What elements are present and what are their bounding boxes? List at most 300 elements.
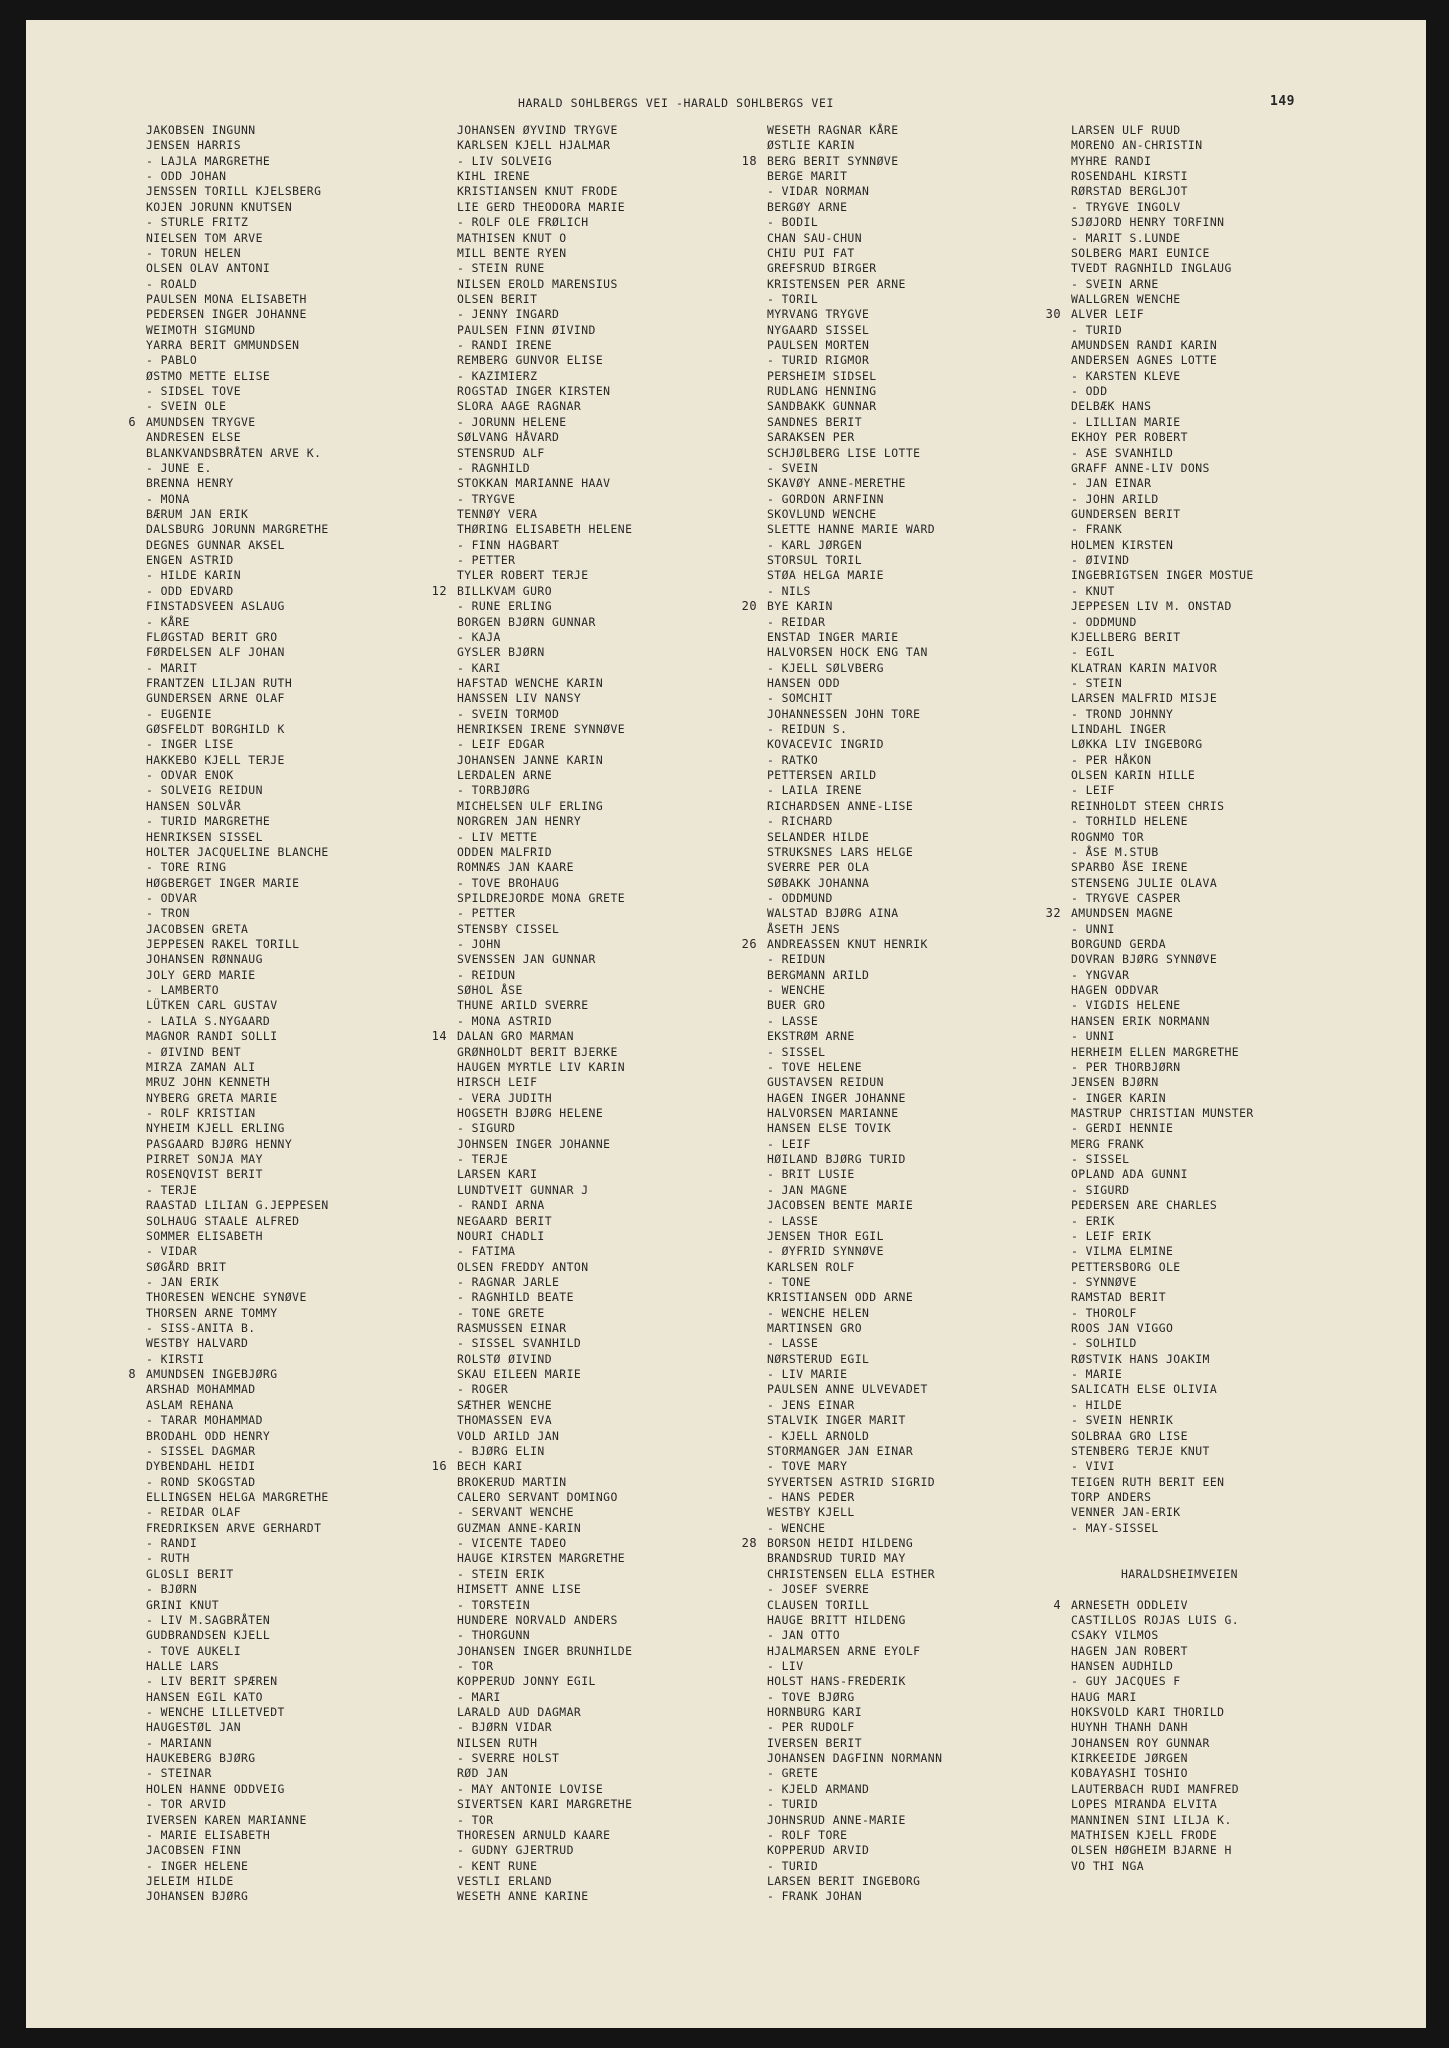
resident-entry [767, 845, 942, 860]
resident-entry [1071, 1014, 1254, 1029]
resident-name: - LIV METTE [457, 829, 538, 844]
resident-entry [146, 1874, 329, 1889]
resident-entry [457, 522, 632, 537]
resident-name: STENBERG TERJE KNUT [1071, 1443, 1210, 1458]
resident-name: HANSSEN LIV NANSY [457, 691, 582, 706]
resident-name: - TRYGVE [457, 491, 516, 506]
resident-name: VOLD ARILD JAN [457, 1428, 560, 1443]
resident-entry [146, 1567, 329, 1582]
resident-name: - SIGURD [457, 1121, 516, 1136]
household-member [457, 1290, 632, 1305]
resident-name: EKHOY PER ROBERT [1071, 430, 1188, 445]
resident-entry [457, 1106, 632, 1121]
household-member [146, 707, 329, 722]
resident-name: - MARIT [146, 660, 198, 675]
resident-name: - TONE GRETE [457, 1305, 545, 1320]
resident-entry [767, 1260, 942, 1275]
resident-name: JACOBSEN BENTE MARIE [767, 1198, 914, 1213]
resident-entry [767, 507, 942, 522]
resident-name: - LEIF [1071, 783, 1115, 798]
household-member [457, 906, 632, 921]
resident-name: PAULSEN FINN ØIVIND [457, 322, 596, 337]
resident-name: - SERVANT WENCHE [457, 1505, 574, 1520]
resident-name: DYBENDAHL HEIDI [146, 1459, 256, 1474]
resident-name: SARAKSEN PER [767, 430, 855, 445]
household-member [767, 461, 942, 476]
household-member [146, 1045, 329, 1060]
resident-entry [1045, 307, 1254, 322]
resident-entry [457, 998, 632, 1013]
resident-name: - KÅRE [146, 614, 190, 629]
resident-name: - YNGVAR [1071, 967, 1130, 982]
resident-name: HOLMEN KIRSTEN [1071, 537, 1174, 552]
resident-entry [146, 599, 329, 614]
resident-name: HANSEN SOLVÅR [146, 798, 242, 813]
resident-name: IVERSEN BERIT [767, 1735, 863, 1750]
resident-name: GRAFF ANNE-LIV DONS [1071, 460, 1210, 475]
resident-entry [767, 707, 942, 722]
resident-name: PETTERSEN ARILD [767, 768, 877, 783]
resident-name: - ROLF TORE [767, 1827, 848, 1842]
resident-name: - SOLVEIG REIDUN [146, 783, 263, 798]
resident-entry [146, 937, 329, 952]
household-member [146, 584, 329, 599]
resident-entry [767, 568, 942, 583]
household-member [146, 568, 329, 583]
resident-entry [146, 1137, 329, 1152]
resident-name: PEDERSEN ARE CHARLES [1071, 1198, 1218, 1213]
resident-entry [767, 922, 942, 937]
resident-name: - TERJE [146, 1182, 198, 1197]
resident-entry [457, 615, 632, 630]
resident-entry [457, 1705, 632, 1720]
resident-name: HAGEN ODDVAR [1071, 983, 1159, 998]
resident-name: - SIDSEL TOVE [146, 384, 242, 399]
resident-entry [1071, 1290, 1254, 1305]
resident-entry [767, 1874, 942, 1889]
household-member [457, 661, 632, 676]
household-member [146, 1613, 329, 1628]
resident-name: REINHOLDT STEEN CHRIS [1071, 798, 1225, 813]
resident-entry [767, 1551, 942, 1566]
resident-entry [1071, 952, 1254, 967]
household-member [1071, 1183, 1254, 1198]
resident-name: HANSEN ERIK NORMANN [1071, 1013, 1210, 1028]
household-member [457, 830, 632, 845]
resident-entry [767, 169, 942, 184]
household-member [767, 1459, 942, 1474]
resident-name: - JENNY INGARD [457, 307, 560, 322]
resident-entry [457, 1582, 632, 1597]
resident-name: CLAUSEN TORILL [767, 1597, 870, 1612]
resident-name: SANDNES BERIT [767, 414, 863, 429]
household-member [457, 876, 632, 891]
household-member [457, 492, 632, 507]
resident-entry [457, 399, 632, 414]
household-member [146, 492, 329, 507]
resident-name: IVERSEN KAREN MARIANNE [146, 1812, 307, 1827]
resident-name: ROSENQVIST BERIT [146, 1167, 263, 1182]
resident-entry [1071, 1321, 1254, 1336]
household-member [457, 1598, 632, 1613]
resident-entry [1071, 1736, 1254, 1751]
resident-name: JELEIM HILDE [146, 1873, 234, 1888]
resident-entry [1071, 1797, 1254, 1812]
resident-name: - STEIN ERIK [457, 1566, 545, 1581]
resident-entry [146, 722, 329, 737]
resident-name: BERGMANN ARILD [767, 967, 870, 982]
resident-name: - TERJE [457, 1152, 509, 1167]
resident-entry [146, 1075, 329, 1090]
resident-name: - BJØRN [146, 1582, 198, 1597]
resident-name: SANDBAKK GUNNAR [767, 399, 877, 414]
resident-name: HAGEN INGER JOHANNE [767, 1090, 906, 1105]
resident-name: HAUKEBERG BJØRG [146, 1751, 256, 1766]
resident-entry [1071, 1751, 1254, 1766]
household-member [146, 1444, 329, 1459]
household-member [1071, 369, 1254, 384]
resident-name: ROOS JAN VIGGO [1071, 1321, 1174, 1336]
resident-name: JOHANSEN BJØRG [146, 1889, 249, 1904]
resident-name: KIHL IRENE [457, 169, 531, 184]
household-member [767, 1859, 942, 1874]
resident-entry [767, 476, 942, 491]
resident-entry [767, 1598, 942, 1613]
resident-name: HENRIKSEN IRENE SYNNØVE [457, 722, 626, 737]
resident-name: THORESEN ARNULD KAARE [457, 1827, 611, 1842]
resident-name: - TOVE AUKELI [146, 1643, 242, 1658]
household-member [146, 1014, 329, 1029]
resident-name: - ÅSE M.STUB [1071, 844, 1159, 859]
resident-entry [457, 845, 632, 860]
resident-entry [146, 522, 329, 537]
resident-entry [1071, 876, 1254, 891]
household-member [767, 722, 942, 737]
resident-entry [457, 768, 632, 783]
resident-name: - BODIL [767, 215, 819, 230]
resident-name: HUNDERE NORVALD ANDERS [457, 1612, 618, 1627]
resident-entry [146, 1167, 329, 1182]
household-member [1071, 615, 1254, 630]
resident-name: NYHEIM KJELL ERLING [146, 1121, 285, 1136]
household-member [767, 1521, 942, 1536]
household-member [457, 1444, 632, 1459]
resident-entry [1071, 737, 1254, 752]
resident-name: ROLSTØ ØIVIND [457, 1351, 553, 1366]
resident-name: - UNNI [1071, 1029, 1115, 1044]
resident-name: - RUTH [146, 1551, 190, 1566]
resident-name: RAASTAD LILIAN G.JEPPESEN [146, 1198, 329, 1213]
resident-entry [767, 261, 942, 276]
resident-entry [1071, 1198, 1254, 1213]
household-member [1071, 584, 1254, 599]
household-member [457, 1152, 632, 1167]
resident-name: ROSENDAHL KIRSTI [1071, 169, 1188, 184]
resident-entry [1071, 1260, 1254, 1275]
resident-name: HØILAND BJØRG TURID [767, 1152, 906, 1167]
resident-entry [1071, 983, 1254, 998]
resident-name: LØKKA LIV INGEBORG [1071, 737, 1203, 752]
household-member [1071, 1244, 1254, 1259]
resident-entry [146, 1029, 329, 1044]
street-heading: HARALDSHEIMVEIEN [1121, 1566, 1238, 1581]
resident-name: LAUTERBACH RUDI MANFRED [1071, 1781, 1240, 1796]
resident-name: - PER HÅKON [1071, 752, 1152, 767]
resident-entry [146, 138, 329, 153]
resident-entry [457, 1260, 632, 1275]
resident-name: - ROND SKOGSTAD [146, 1474, 256, 1489]
resident-name: - VILMA ELMINE [1071, 1244, 1174, 1259]
resident-name: - HILDE KARIN [146, 568, 242, 583]
resident-name: - EGIL [1071, 645, 1115, 660]
resident-name: SKAVØY ANNE-MERETHE [767, 476, 906, 491]
resident-entry [1071, 1720, 1254, 1735]
resident-name: MAGNOR RANDI SOLLI [146, 1029, 278, 1044]
house-number: 6 [128, 414, 136, 429]
resident-entry [146, 1813, 329, 1828]
resident-entry [457, 1874, 632, 1889]
resident-name: JOLY GERD MARIE [146, 967, 256, 982]
resident-name: - TORUN HELEN [146, 245, 242, 260]
resident-entry [1071, 1628, 1254, 1643]
resident-name: - TURID RIGMOR [767, 353, 870, 368]
resident-name: NILSEN EROLD MARENSIUS [457, 276, 618, 291]
resident-name: HOKSVOLD KARI THORILD [1071, 1705, 1225, 1720]
resident-entry [146, 1521, 329, 1536]
resident-name: HOLEN HANNE ODDVEIG [146, 1781, 285, 1796]
resident-name: NYGAARD SISSEL [767, 322, 870, 337]
resident-entry [767, 1813, 942, 1828]
resident-name: THOMASSEN EVA [457, 1413, 553, 1428]
household-member [146, 1275, 329, 1290]
household-member [767, 1137, 942, 1152]
resident-entry [767, 323, 942, 338]
resident-entry [457, 1828, 632, 1843]
resident-name: NYBERG GRETA MARIE [146, 1090, 278, 1105]
household-member [767, 1766, 942, 1781]
resident-name: - TORHILD HELENE [1071, 814, 1188, 829]
resident-entry [457, 323, 632, 338]
household-member [767, 215, 942, 230]
household-member [767, 783, 942, 798]
resident-name: TYLER ROBERT TERJE [457, 568, 589, 583]
resident-name: - WENCHE [767, 1520, 826, 1535]
resident-entry [146, 1782, 329, 1797]
resident-name: - WENCHE [767, 983, 826, 998]
resident-name: HAUGE KIRSTEN MARGRETHE [457, 1551, 626, 1566]
resident-entry [1071, 830, 1254, 845]
household-member [146, 154, 329, 169]
resident-entry [146, 1720, 329, 1735]
household-member [1071, 1398, 1254, 1413]
resident-entry [146, 1490, 329, 1505]
resident-name: PERSHEIM SIDSEL [767, 368, 877, 383]
household-member [1071, 1029, 1254, 1044]
resident-name: - INGER KARIN [1071, 1090, 1167, 1105]
resident-name: HALVORSEN HOCK ENG TAN [767, 645, 928, 660]
resident-name: JEPPESEN RAKEL TORILL [146, 937, 300, 952]
resident-name: - KENT RUNE [457, 1858, 538, 1873]
resident-entry [457, 507, 632, 522]
resident-name: MYHRE RANDI [1071, 153, 1152, 168]
resident-name: - JENS EINAR [767, 1397, 855, 1412]
resident-entry [1071, 1429, 1254, 1444]
resident-name: - KJELL ARNOLD [767, 1428, 870, 1443]
resident-name: - GERDI HENNIE [1071, 1121, 1174, 1136]
resident-name: - LAILA S.NYGAARD [146, 1013, 271, 1028]
household-member [767, 584, 942, 599]
resident-name: ASLAM REHANA [146, 1397, 234, 1412]
resident-entry [457, 123, 632, 138]
household-member [767, 952, 942, 967]
resident-name: - RICHARD [767, 814, 833, 829]
resident-entry [457, 1060, 632, 1075]
resident-entry [767, 522, 942, 537]
resident-name: - GUY JACQUES F [1071, 1674, 1181, 1689]
resident-entry [457, 1736, 632, 1751]
resident-name: HANSEN EGIL KATO [146, 1689, 263, 1704]
resident-name: - MARIT S.LUNDE [1071, 230, 1181, 245]
resident-entry [767, 1321, 942, 1336]
household-member [1071, 968, 1254, 983]
resident-name: - ØIVIND [1071, 553, 1130, 568]
resident-name: - SISSEL SVANHILD [457, 1336, 582, 1351]
resident-name: KJELLBERG BERIT [1071, 629, 1181, 644]
resident-name: - BJØRG ELIN [457, 1443, 545, 1458]
resident-name: STØA HELGA MARIE [767, 568, 884, 583]
resident-name: RØRSTAD BERGLJOT [1071, 184, 1188, 199]
resident-name: OPLAND ADA GUNNI [1071, 1167, 1188, 1182]
resident-name: HALVORSEN MARIANNE [767, 1106, 899, 1120]
resident-name: ROMNÆS JAN KAARE [457, 860, 574, 875]
resident-entry [457, 691, 632, 706]
resident-name: SIVERTSEN KARI MARGRETHE [457, 1797, 633, 1812]
household-member [457, 1091, 632, 1106]
house-number: 26 [741, 937, 757, 952]
household-member [457, 1275, 632, 1290]
resident-name: - LAJLA MARGRETHE [146, 153, 271, 168]
resident-name: STOKKAN MARIANNE HAAV [457, 476, 611, 491]
resident-name: - INGER HELENE [146, 1858, 249, 1873]
household-member [1071, 1060, 1254, 1075]
household-member [146, 1859, 329, 1874]
resident-entry [767, 860, 942, 875]
resident-entry [1071, 184, 1254, 199]
resident-name: SLORA AAGE RAGNAR [457, 399, 582, 414]
resident-name: - SISSEL [1071, 1152, 1130, 1167]
resident-entry [767, 1674, 942, 1689]
household-member [457, 369, 632, 384]
resident-entry [767, 430, 942, 445]
household-member [1071, 676, 1254, 691]
resident-entry [457, 1613, 632, 1628]
resident-entry [767, 307, 942, 322]
resident-name: LARSEN ULF RUUD [1071, 123, 1181, 137]
name-column-3 [741, 123, 943, 1905]
household-member [146, 1736, 329, 1751]
resident-entry [146, 507, 329, 522]
household-member [457, 1751, 632, 1766]
resident-entry [457, 860, 632, 875]
resident-name: - ODDMUND [1071, 614, 1137, 629]
resident-name: STORMANGER JAN EINAR [767, 1443, 914, 1458]
resident-name: BERGØY ARNE [767, 199, 848, 214]
household-member [146, 461, 329, 476]
resident-entry [146, 430, 329, 445]
household-member [146, 661, 329, 676]
resident-name: HIMSETT ANNE LISE [457, 1582, 582, 1597]
resident-name: JOHNSEN INGER JOHANNE [457, 1136, 611, 1151]
resident-name: - STEIN [1071, 675, 1123, 690]
resident-entry [767, 1567, 942, 1582]
resident-entry [767, 399, 942, 414]
resident-entry [457, 200, 632, 215]
resident-name: BROKERUD MARTIN [457, 1474, 567, 1489]
resident-entry [767, 1705, 942, 1720]
resident-entry [767, 277, 942, 292]
resident-name: NOURI CHADLI [457, 1228, 545, 1243]
household-member [146, 768, 329, 783]
resident-entry [767, 768, 942, 783]
resident-name: OLSEN KARIN HILLE [1071, 768, 1196, 783]
household-member [767, 983, 942, 998]
resident-name: - KAJA [457, 629, 501, 644]
resident-name: SALICATH ELSE OLIVIA [1071, 1382, 1218, 1397]
household-member [1071, 492, 1254, 507]
resident-name: - GORDON ARNFINN [767, 491, 884, 506]
resident-name: WALLGREN WENCHE [1071, 291, 1181, 306]
household-member [767, 891, 942, 906]
resident-entry [767, 906, 942, 921]
resident-name: FØRDELSEN ALF JOHAN [146, 645, 285, 660]
house-number: 30 [1045, 307, 1061, 322]
resident-name: - JAN ERIK [146, 1274, 220, 1289]
resident-name: VENNER JAN-ERIK [1071, 1505, 1181, 1520]
household-member [1071, 323, 1254, 338]
resident-name: - TONE [767, 1274, 811, 1289]
resident-name: BORGEN BJØRN GUNNAR [457, 614, 596, 629]
resident-entry [1071, 1075, 1254, 1090]
resident-name: KARLSEN KJELL HJALMAR [457, 138, 611, 153]
resident-entry [1071, 1843, 1254, 1858]
resident-entry [146, 645, 329, 660]
resident-entry [431, 1459, 632, 1474]
resident-name: - JAN EINAR [1071, 476, 1152, 491]
household-member [457, 538, 632, 553]
resident-entry [146, 1091, 329, 1106]
resident-name: - HILDE [1071, 1397, 1123, 1412]
resident-entry [457, 814, 632, 829]
resident-name: HAUGEN MYRTLE LIV KARIN [457, 1059, 626, 1074]
resident-name: - VIGDIS HELENE [1071, 998, 1181, 1013]
household-member [767, 1183, 942, 1198]
resident-name: BLANKVANDSBRÅTEN ARVE K. [146, 445, 322, 460]
household-member [457, 1859, 632, 1874]
resident-entry [457, 1490, 632, 1505]
resident-name: RUDLANG HENNING [767, 384, 877, 399]
resident-name: - ODD EDVARD [146, 583, 234, 598]
resident-name: ØSTMO METTE ELISE [146, 368, 271, 383]
resident-entry [146, 676, 329, 691]
resident-name: - PER THORBJØRN [1071, 1059, 1181, 1074]
household-member [146, 1413, 329, 1428]
resident-name: - TRYGVE CASPER [1071, 890, 1181, 905]
resident-entry [1071, 353, 1254, 368]
resident-entry [146, 998, 329, 1013]
resident-name: LARALD AUD DAGMAR [457, 1705, 582, 1720]
household-member [1071, 1275, 1254, 1290]
resident-name: BORGUND GERDA [1071, 937, 1167, 952]
